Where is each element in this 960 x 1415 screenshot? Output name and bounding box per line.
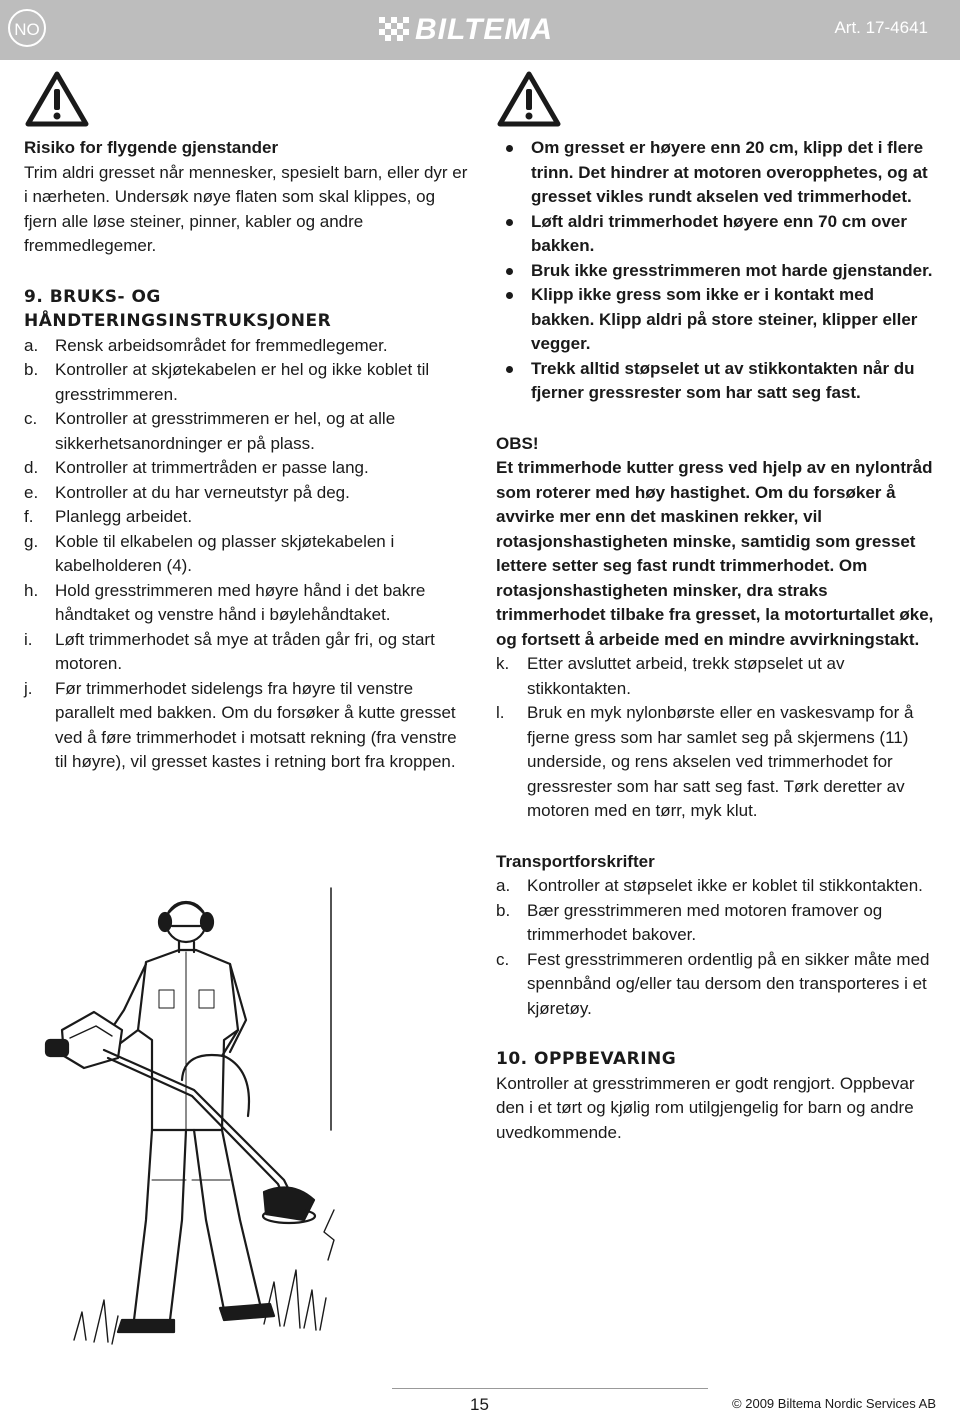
list-item: g. Koble til elkabelen og plasser skjøtekabelen i kabelholderen (4). — [24, 531, 395, 575]
list-item: h. Hold gresstrimmeren med høyre hånd i det bakre håndtaket og venstre hånd i bøylehåndtaket. — [24, 580, 426, 624]
list-item: b. Bær gresstrimmeren med motoren framover og trimmerhodet bakover. — [496, 900, 883, 944]
page-number: 15 — [470, 1395, 489, 1414]
list-item: f. Planlegg arbeidet. — [24, 507, 193, 526]
right-column — [496, 70, 940, 1145]
list-item: d. Kontroller at trimmertråden er passe lang. — [24, 458, 369, 477]
brand-name: BILTEMA — [415, 13, 554, 46]
article-number: Art. 17-4641 — [834, 18, 928, 37]
checker-flag-icon — [379, 17, 409, 43]
list-item: j. Før trimmerhodet sidelengs fra høyre til venstre parallelt med bakken. Om du forsøker å kutte gresset ved å føre trimmerhodet i motsatt rekning (fra venstre til høyre), vil gresset kastes i retning bort fra kroppen. — [24, 678, 457, 771]
list-item: Løft aldri trimmerhodet høyere enn 70 cm over bakken. — [496, 210, 940, 259]
warning-text: Trim aldri gresset når mennesker, spesielt barn, eller dyr er i nærheten. Undersøk nøye flaten som skal klippes, og fjern alle løse steiner, pinner, kabler og andre fremmedlegemer. — [24, 162, 468, 255]
list-item: a. Kontroller at støpselet ikke er koblet til stikkontakten. — [496, 876, 923, 895]
obs-text: Et trimmerhode kutter gress ved hjelp av en nylontråd som roterer med høy hastighet. Om du forsøker å avvirke mer enn det maskinen rekker, vil rotasjonshastigheten minske, samtidig som gresset lettere setter seg fast rundt trimmerhodet. Om rotasjonshastigheten minsker, dra straks trimmerhodet tilbake fra gresset, la motorturtallet øke, og fortsett å arbeide med en mindre avvirkningstakt. — [496, 458, 934, 649]
list-item: l. Bruk en myk nylonbørste eller en vaskesvamp for å fjerne gress som har samlet seg på skjermens (11) underside, og rens akselen ved trimmerhodet for gressrester som har satt seg fast. Tørk deretter av motoren med en tørr, myk klut. — [496, 703, 914, 820]
trimmer-user-illustration — [34, 880, 344, 1350]
section-title-usage: 9. BRUKS- OG HÅNDTERINGSINSTRUKSJONER — [24, 286, 332, 331]
list-item: b. Kontroller at skjøtekabelen er hel og ikke koblet til gresstrimmeren. — [24, 360, 430, 404]
storage-text: Kontroller at gresstrimmeren er godt rengjort. Oppbevar den i et tørt og kjølig rom utilgjengelig for barn og andre uvedkommende. — [496, 1073, 915, 1142]
obs-label: OBS! — [496, 433, 539, 453]
brand-logo — [379, 14, 553, 46]
list-item: Om gresset er høyere enn 20 cm, klipp det i flere trinn. Det hindrer at motoren overopphetes, og at gresset vikles rundt akselen ved trimmerhodet. — [496, 136, 940, 210]
page-header — [0, 0, 960, 60]
list-item: k. Etter avsluttet arbeid, trekk støpselet ut av stikkontakten. — [496, 654, 845, 698]
list-item: i. Løft trimmerhodet så mye at tråden går fri, og start motoren. — [24, 629, 435, 673]
warning-triangle-icon — [496, 70, 562, 128]
usage-steps — [24, 334, 470, 775]
list-item: Trekk alltid støpselet ut av stikkontakten når du fjerner gressrester som har satt seg fast. — [496, 357, 940, 406]
list-item: c. Kontroller at gresstrimmeren er hel, og at alle sikkerhetsanordninger er på plass. — [24, 409, 396, 453]
warning-heading: Risiko for flygende gjenstander — [24, 138, 279, 157]
footer-divider — [392, 1388, 708, 1389]
list-item: Klipp ikke gress som ikke er i kontakt med bakken. Klipp aldri på store steiner, klipper eller vegger. — [496, 283, 940, 357]
copyright: © 2009 Biltema Nordic Services AB — [732, 1396, 936, 1411]
safety-bullets — [496, 136, 940, 406]
after-use-steps — [496, 652, 940, 824]
transport-steps — [496, 874, 940, 1021]
list-item: a. Rensk arbeidsområdet for fremmedlegemer. — [24, 335, 388, 355]
warning-triangle-icon — [24, 70, 90, 128]
list-item: c. Fest gresstrimmeren ordentlig på en sikker måte med spennbånd og/eller tau dersom den transporteres i et kjøretøy. — [496, 949, 930, 1018]
transport-title: Transportforskrifter — [496, 851, 655, 871]
left-column — [24, 70, 470, 775]
section-title-storage: 10. OPPBEVARING — [496, 1049, 677, 1069]
list-item: e. Kontroller at du har verneutstyr på deg. — [24, 482, 350, 502]
list-item: Bruk ikke gresstrimmeren mot harde gjenstander. — [496, 259, 940, 284]
language-badge: NO — [8, 9, 46, 47]
